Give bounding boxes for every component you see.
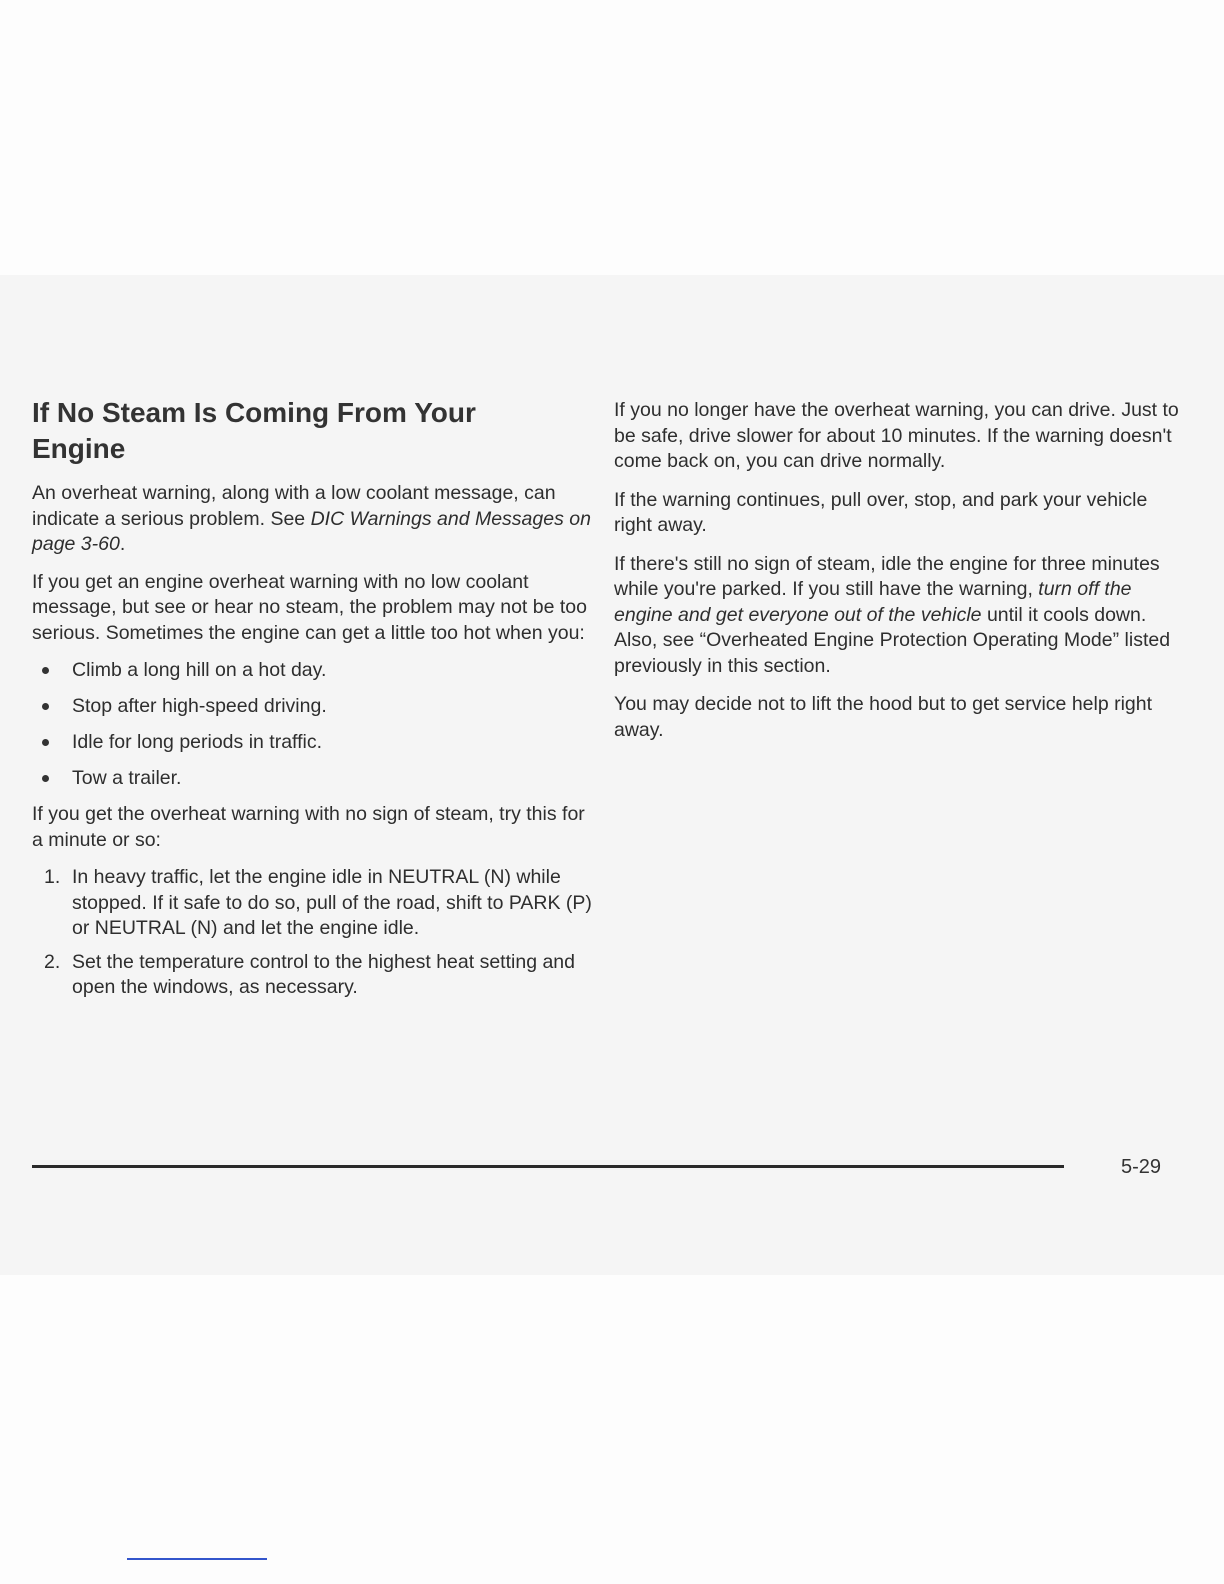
safety-instruction: turn off the engine and get everyone out of the vehicle (614, 578, 1132, 626)
step-text: In heavy traffic, let the engine idle in NEUTRAL (N) while stopped. If it safe to do so, pull of the road, shift to PARK (P) or NEUTRAL (N) and let the engine idle. (72, 866, 592, 939)
list-item (32, 694, 592, 720)
bullet-icon (42, 739, 49, 746)
step-number: 1. (44, 866, 61, 888)
list-item (32, 730, 592, 756)
footer-rule (32, 1165, 1064, 1168)
intro-end: . (119, 533, 126, 555)
intro-text: An overheat warning, along with a low coolant message, can indicate a serious problem. See (32, 482, 556, 530)
no-steam-text-end: until it cools down. Also, see “Overheated Engine Protection Operating Mode” listed previously in this section. (614, 603, 1171, 677)
bottom-underline-mark (127, 1558, 267, 1560)
list-item-text: Tow a trailer. (72, 767, 182, 789)
conditions-paragraph: If you get an engine overheat warning with no low coolant message, but see or hear no steam, the problem may not be too serious. Sometimes the engine can get a little too hot when you: (32, 570, 587, 644)
bullet-icon (42, 667, 49, 674)
step-number: 2. (44, 950, 61, 973)
list-item (32, 766, 592, 792)
step-item (32, 950, 592, 1001)
left-column (32, 395, 592, 1009)
section-heading (32, 395, 592, 467)
list-item (32, 658, 592, 684)
bullet-icon (42, 775, 49, 782)
no-warning-paragraph: If you no longer have the overheat warning, you can drive. Just to be safe, drive slower for about 10 minutes. If the warning doesn't come back on, you can drive normally. (614, 399, 1179, 472)
steps-intro-paragraph: If you get the overheat warning with no sign of steam, try this for a minute or so: (32, 803, 585, 851)
warning-continues-paragraph: If the warning continues, pull over, stop, and park your vehicle right away. (614, 488, 1148, 536)
steps-list (32, 865, 592, 1001)
heading-line-2: Engine (32, 433, 126, 464)
no-steam-text: If there's still no sign of steam, idle the engine for three minutes while you're parked. If you still have the warning, (614, 552, 1160, 600)
page-number: 5-29 (1121, 1156, 1162, 1178)
right-column (614, 398, 1184, 756)
list-item-text: Climb a long hill on a hot day. (72, 659, 327, 681)
no-steam-paragraph (614, 552, 1184, 680)
intro-paragraph (32, 481, 592, 558)
step-item (32, 865, 592, 942)
conditions-list (32, 658, 592, 792)
dic-warnings-reference[interactable]: DIC Warnings and Messages on page 3-60 (32, 507, 591, 555)
step-text: Set the temperature control to the highest heat setting and open the windows, as necessary. (72, 950, 575, 998)
heading-line-1: If No Steam Is Coming From Your (32, 397, 476, 428)
service-paragraph: You may decide not to lift the hood but to get service help right away. (614, 693, 1153, 741)
list-item-text: Idle for long periods in traffic. (72, 731, 323, 753)
bullet-icon (42, 703, 49, 710)
list-item-text: Stop after high-speed driving. (72, 695, 327, 717)
